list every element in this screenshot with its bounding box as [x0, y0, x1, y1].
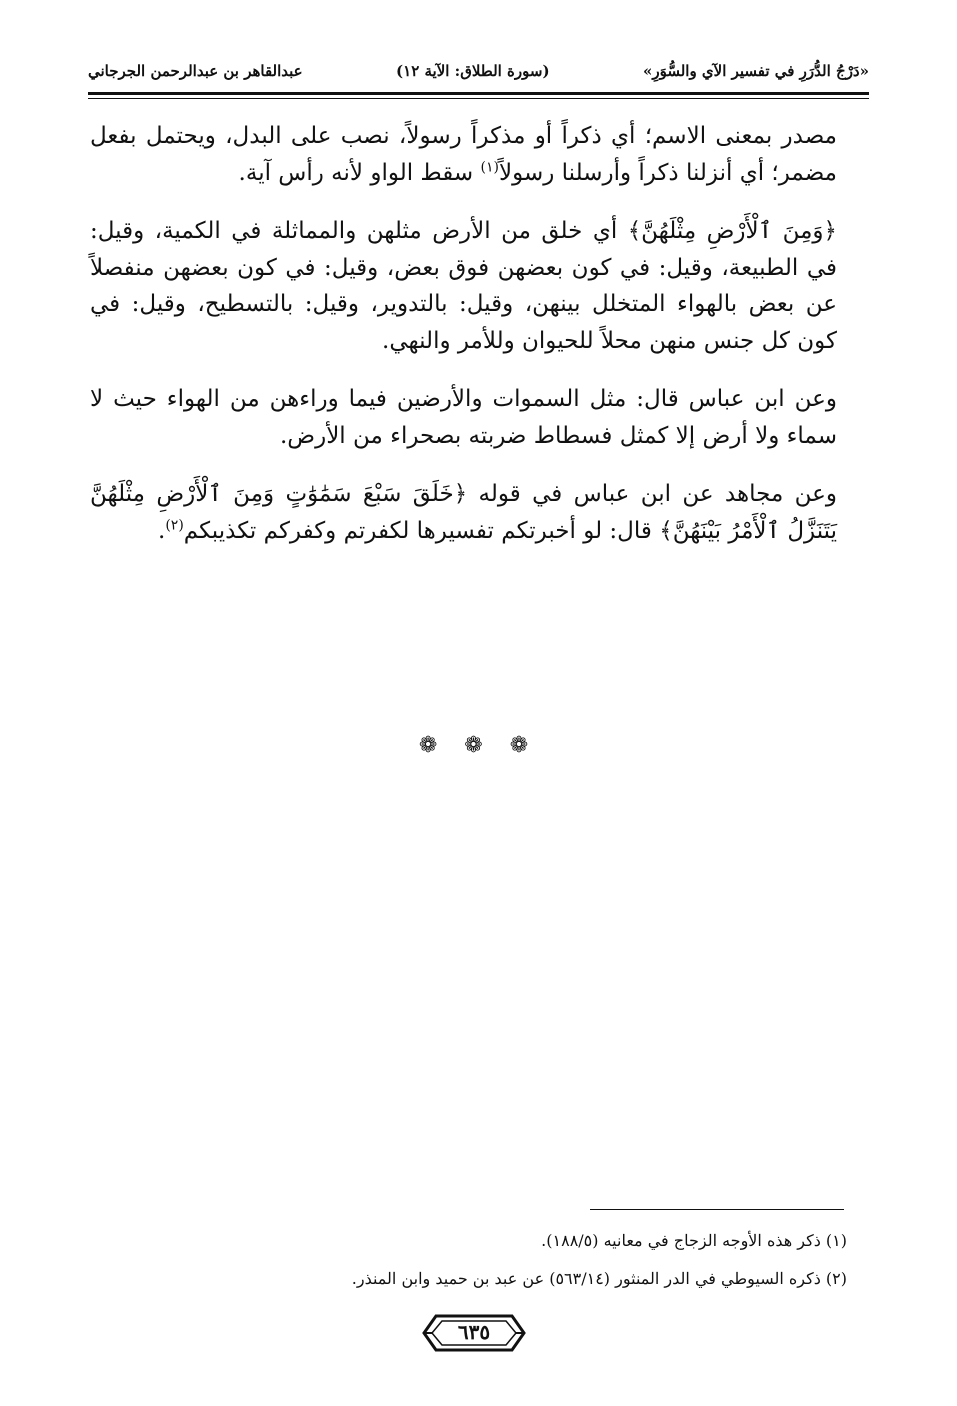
page-body [90, 118, 837, 571]
quran-quote-2: ﴿خَلَقَ سَبْعَ سَمَٰوَٰتٍ وَمِنَ ٱلْأَرْضِ مِثْلَهُنَّ يَتَنَزَّلُ ٱلْأَمْرُ بَيْنَهُنَّ﴾ [90, 481, 837, 544]
page-number: ٦٣٥ [457, 1320, 491, 1344]
running-header [88, 54, 869, 88]
paragraph-4-text: وعن مجاهد عن ابن عباس في قوله [467, 481, 837, 507]
paragraph-2 [90, 213, 837, 359]
paragraph-4 [90, 476, 837, 549]
paragraph-1-text-end: سقط الواو لأنه رأس آية. [238, 159, 481, 186]
page-number-frame [422, 1312, 526, 1354]
paragraph-4-text-end: . [158, 517, 166, 544]
paragraph-1 [90, 118, 837, 191]
header-rule [88, 92, 869, 99]
paragraph-4-text-mid: قال: لو أخبرتكم تفسيرها لكفرتم وكفركم تكذيبكم [183, 517, 660, 544]
footnote-rule [590, 1209, 844, 1210]
header-surah-ref: (سورة الطلاق: الآية ١٢) [396, 62, 550, 80]
header-author: عبدالقاهر بن عبدالرحمن الجرجاني [88, 62, 303, 80]
paragraph-2-text: أي خلق من الأرض مثلهن والمماثلة في الكمية، وقيل: في الطبيعة، وقيل: في كون بعضهن فوق بعض، وقيل: في كون بعضهن منفصلاً عن بعض بالهواء المتخلل بينهن، وقيل: بالتدوير، وقيل: بالتسطيح، وقيل: في كون كل جنس منهن محلاً للحيوان وللأمر والنهي. [90, 218, 837, 354]
paragraph-3-text: وعن ابن عباس قال: مثل السموات والأرضين فيما وراءهن من الهواء حيث لا سماء ولا أرض إلا كمثل فسطاط ضربته بصحراء من الأرض. [90, 386, 837, 449]
section-ornament: ❁ ❁ ❁ [418, 733, 539, 758]
paragraph-1-text: مصدر بمعنى الاسم؛ أي ذكراً أو مذكراً رسولاً، نصب على البدل، ويحتمل بفعل مضمر؛ أي أنزلنا ذكراً وأرسلنا رسولاً [90, 123, 837, 186]
footnote-ref-1: (١) [480, 158, 499, 175]
footnote-ref-2: (٢) [165, 516, 184, 533]
footnote-2: (٢) ذكره السيوطي في الدر المنثور (٥٦٣/١٤) عن عبد بن حميد وابن المنذر. [351, 1269, 847, 1288]
footnotes [120, 1222, 847, 1298]
header-book-title: «دَرْجُ الدُّرَرِ في تفسير الآي والسُّوَرِ» [642, 62, 869, 80]
paragraph-3 [90, 381, 837, 454]
quran-quote-1: ﴿وَمِنَ ٱلْأَرْضِ مِثْلَهُنَّ﴾ [627, 218, 837, 244]
footnote-1: (١) ذكر هذه الأوجه الزجاج في معانيه (١٨٨/٥). [541, 1231, 847, 1250]
